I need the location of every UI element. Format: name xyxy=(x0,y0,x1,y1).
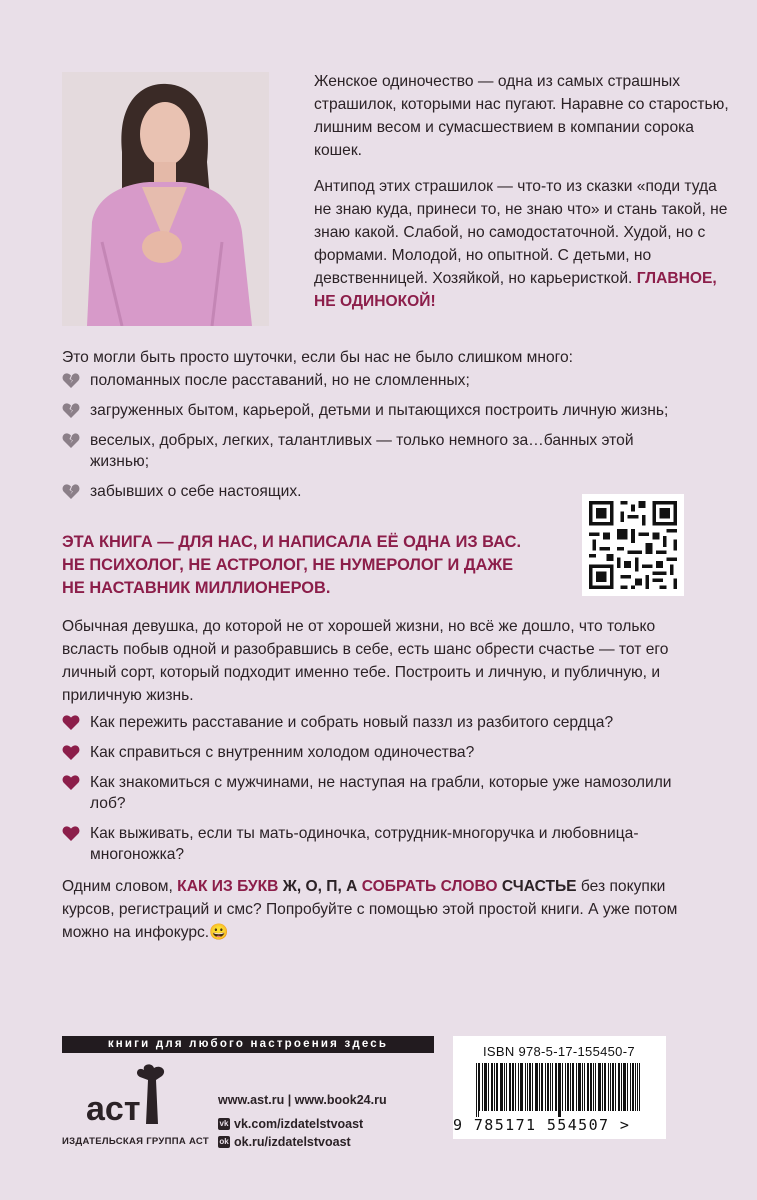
barcode-bar xyxy=(587,1063,588,1111)
list-item-text: забывших о себе настоящих. xyxy=(90,483,302,500)
barcode-bar xyxy=(559,1063,560,1117)
isbn-barcode-box xyxy=(453,1036,666,1139)
barcode-bar xyxy=(572,1063,573,1111)
list-item-text: загруженных бытом, карьерой, детьми и пытающихся построить личную жизнь; xyxy=(90,402,669,419)
barcode-bar xyxy=(591,1063,592,1111)
barcode-bar xyxy=(542,1063,543,1111)
barcode-bar xyxy=(518,1063,519,1111)
barcode-bar xyxy=(595,1063,596,1111)
list-item xyxy=(62,712,702,733)
barcode-bar xyxy=(605,1063,606,1111)
closing-text-1: Одним словом, xyxy=(62,878,178,895)
book-statement-line-3: НЕ НАСТАВНИК МИЛЛИОНЕРОВ. xyxy=(62,579,331,597)
list-item-text: поломанных после расставаний, но не сломленных; xyxy=(90,372,470,389)
barcode-bar xyxy=(497,1063,498,1111)
barcode-bar xyxy=(635,1063,636,1111)
barcode-bar xyxy=(541,1063,542,1111)
list-item xyxy=(62,370,692,391)
barcode-bar xyxy=(599,1063,600,1111)
list-item-text: веселых, добрых, легких, талантливых — только немного за…банных этой жизнью; xyxy=(90,432,634,470)
list-item-text: Как знакомиться с мужчинами, не наступая на грабли, которые уже намозолили лоб? xyxy=(90,774,672,812)
barcode-bar xyxy=(486,1063,487,1111)
publisher-sites[interactable]: www.ast.ru | www.book24.ru xyxy=(218,1093,387,1107)
list-item-text: Как выживать, если ты мать-одиночка, сотрудник-многоручка и любовница-многоножка? xyxy=(90,825,639,863)
barcode-bar xyxy=(532,1063,533,1111)
barcode-bar xyxy=(479,1063,480,1111)
closing-happiness: СЧАСТЬЕ xyxy=(497,878,577,895)
list-item xyxy=(62,430,692,472)
barcode-bar xyxy=(491,1063,492,1111)
barcode-bar xyxy=(610,1063,611,1111)
closing-accent-2: СОБРАТЬ СЛОВО xyxy=(361,878,498,895)
barcode-bar xyxy=(608,1063,609,1111)
barcode-bar xyxy=(560,1063,561,1117)
barcode-bar xyxy=(632,1063,633,1111)
barcode-bar xyxy=(613,1063,614,1111)
barcode-bar xyxy=(550,1063,551,1111)
barcode-bar xyxy=(567,1063,568,1111)
book-statement-line-1: ЭТА КНИГА — ДЛЯ НАС, И НАПИСАЛА ЕЁ ОДНА ИЗ ВАС. xyxy=(62,533,522,551)
author-photo xyxy=(62,72,269,326)
barcode-bar xyxy=(588,1063,589,1111)
barcode-bar xyxy=(509,1063,510,1111)
barcode-bar xyxy=(600,1063,601,1111)
intro-paragraph-2-text: Антипод этих страшилок — что-то из сказки «поди туда не знаю куда, принеси то, не знаю что» и стань такой, не знаю какой. Слабой, но самодостаточной. Худой, но с формами. Молодой, но опытной. С детьми, но девственницей. Хозяйкой, но карьеристкой. xyxy=(314,178,728,287)
list-item-text: Как справиться с внутренним холодом одиночества? xyxy=(90,744,475,761)
logo-text: аст xyxy=(86,1090,141,1128)
list-item xyxy=(62,823,702,865)
barcode-bar xyxy=(488,1063,489,1111)
barcode-bar xyxy=(556,1063,557,1111)
intro-paragraph-1: Женское одиночество — одна из самых страшных страшилок, которыми нас пугают. Наравне со старостью, лишним весом и сумасшествием в компании сорока кошек. xyxy=(314,73,729,159)
heart-icon xyxy=(62,774,80,791)
barcode-bar xyxy=(568,1063,569,1111)
barcode-bar xyxy=(513,1063,514,1111)
barcode-bar xyxy=(621,1063,622,1111)
barcode-bar xyxy=(619,1063,620,1111)
barcode-bar xyxy=(496,1063,497,1111)
barcode-bar xyxy=(535,1063,536,1111)
vk-icon: vk xyxy=(219,1119,229,1128)
barcode-bar xyxy=(578,1063,579,1111)
barcode-bar xyxy=(476,1063,477,1117)
barcode-bar xyxy=(565,1063,566,1111)
barcode-bar xyxy=(537,1063,538,1111)
heart-list xyxy=(62,712,702,874)
barcode-bar xyxy=(582,1063,583,1111)
list-item xyxy=(62,772,702,814)
barcode-bar xyxy=(598,1063,599,1111)
list-item xyxy=(62,400,692,421)
ok-link-text: ok.ru/izdatelstvoast xyxy=(234,1135,351,1149)
barcode-bar xyxy=(536,1063,537,1111)
list-item xyxy=(62,742,702,763)
intro-paragraph-2 xyxy=(314,175,734,313)
barcode-icon xyxy=(476,1063,644,1117)
qr-code[interactable] xyxy=(582,494,684,596)
barcode-bar xyxy=(494,1063,495,1111)
ok-icon: ok xyxy=(219,1137,229,1146)
heart-icon xyxy=(62,714,80,731)
barcode-bar xyxy=(612,1063,613,1111)
broken-heart-icon xyxy=(62,402,80,419)
closing-letters: Ж, О, П, А xyxy=(278,878,362,895)
barcode-bar xyxy=(547,1063,548,1111)
ean-number: 9 785171 554507 > xyxy=(453,1116,631,1134)
barcode-bar xyxy=(625,1063,626,1111)
barcode-bar xyxy=(580,1063,581,1111)
closing-text-2: без покупки курсов, регистраций и смс? Попробуйте с помощью этой простой книги. А уже потом можно на инфокурс. xyxy=(62,878,678,941)
barcode-bar xyxy=(593,1063,594,1111)
barcode-bar xyxy=(637,1063,638,1111)
barcode-bar xyxy=(478,1063,479,1117)
barcode-bar xyxy=(623,1063,624,1111)
barcode-bar xyxy=(521,1063,522,1111)
heart-icon xyxy=(62,825,80,842)
broken-heart-icon xyxy=(62,432,80,449)
barcode-bar xyxy=(510,1063,511,1111)
isbn-number: ISBN 978-5-17-155450-7 xyxy=(483,1044,635,1059)
intro-accent: ГЛАВНОЕ, НЕ ОДИНОКОЙ! xyxy=(314,270,717,310)
barcode-bar xyxy=(512,1063,513,1111)
broken-heart-list xyxy=(62,370,692,511)
publisher-tagline: книги для любого настроения здесь xyxy=(62,1036,434,1053)
barcode-bar xyxy=(522,1063,523,1111)
barcode-bar xyxy=(504,1063,505,1111)
barcode-bar xyxy=(520,1063,521,1111)
closing-accent-1: КАК ИЗ БУКВ xyxy=(177,878,279,895)
barcode-bar xyxy=(552,1063,553,1111)
barcode-bar xyxy=(602,1063,603,1111)
ok-link[interactable] xyxy=(218,1135,351,1149)
barcode-bar xyxy=(558,1063,559,1117)
list-item-text: Как пережить расставание и собрать новый паззл из разбитого сердца? xyxy=(90,714,614,731)
barcode-bar xyxy=(624,1063,625,1111)
closing-paragraph xyxy=(62,875,712,944)
book-statement xyxy=(62,531,582,600)
barcode-bar xyxy=(502,1063,503,1111)
barcode-bar xyxy=(630,1063,631,1111)
barcode-bar xyxy=(501,1063,502,1111)
barcode-bar xyxy=(548,1063,549,1111)
barcode-bar xyxy=(482,1063,483,1111)
barcode-bar xyxy=(545,1063,546,1111)
barcode-bar xyxy=(615,1063,616,1111)
broken-heart-icon xyxy=(62,372,80,389)
barcode-bar xyxy=(530,1063,531,1111)
broken-heart-icon xyxy=(62,483,80,500)
barcode-bar xyxy=(590,1063,591,1111)
barcode-bar xyxy=(525,1063,526,1111)
barcode-bar xyxy=(576,1063,577,1111)
smile-emoji-icon: 😀 xyxy=(209,924,229,941)
barcode-bar xyxy=(570,1063,571,1111)
barcode-bar xyxy=(515,1063,516,1111)
heart-icon xyxy=(62,744,80,761)
barcode-bar xyxy=(562,1063,563,1111)
barcode-bar xyxy=(555,1063,556,1111)
barcode-bar xyxy=(604,1063,605,1111)
barcode-bar xyxy=(492,1063,493,1111)
barcode-bar xyxy=(627,1063,628,1111)
barcode-bar xyxy=(618,1063,619,1111)
description-paragraph: Обычная девушка, до которой не от хорошей жизни, но всё же дошло, что только всласть побыв одной и разобравшись в себе, есть шанс обрести счастье — тот его личный сорт, который подходит именно тебе. Построить и личную, и публичную, и приличную жизнь. xyxy=(62,618,669,704)
barcode-bar xyxy=(573,1063,574,1111)
barcode-bar xyxy=(484,1063,485,1111)
barcode-bar xyxy=(527,1063,528,1111)
barcode-bar xyxy=(579,1063,580,1111)
vk-link[interactable] xyxy=(218,1117,363,1131)
barcode-bar xyxy=(584,1063,585,1111)
barcode-bar xyxy=(500,1063,501,1111)
barcode-bar xyxy=(529,1063,530,1111)
barcode-bar xyxy=(539,1063,540,1111)
barcode-bar xyxy=(633,1063,634,1111)
book-statement-line-2: НЕ ПСИХОЛОГ, НЕ АСТРОЛОГ, НЕ НУМЕРОЛОГ И ДАЖЕ xyxy=(62,556,514,574)
barcode-bar xyxy=(506,1063,507,1111)
lead-sentence: Это могли быть просто шуточки, если бы нас не было слишком много: xyxy=(62,349,574,366)
barcode-bar xyxy=(485,1063,486,1111)
barcode-bar xyxy=(639,1063,640,1111)
vk-link-text: vk.com/izdatelstvoast xyxy=(234,1117,364,1131)
logo-caption: ИЗДАТЕЛЬСКАЯ ГРУППА АСТ xyxy=(62,1136,209,1147)
